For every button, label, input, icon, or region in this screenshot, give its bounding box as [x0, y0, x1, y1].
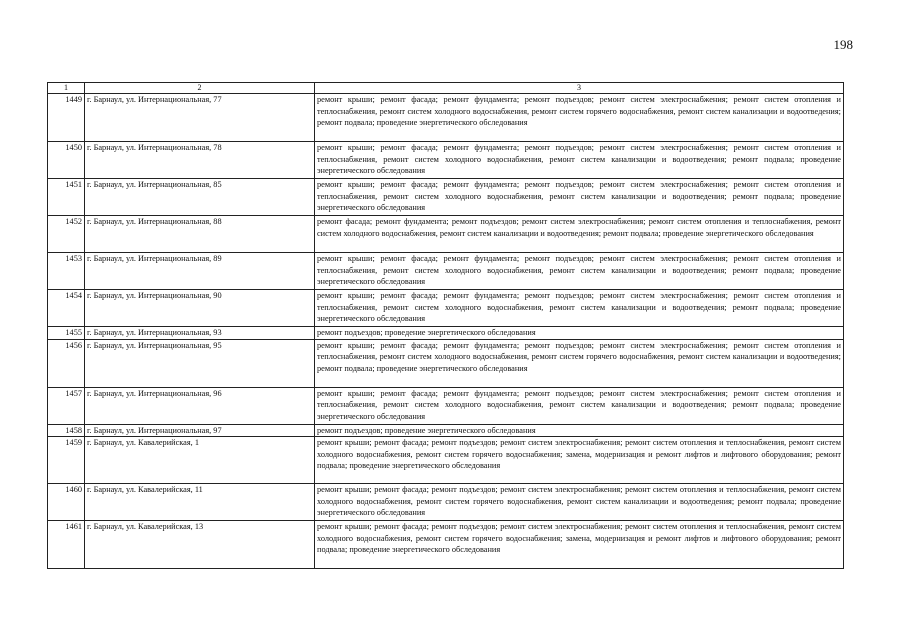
table-row — [48, 437, 844, 484]
row-number: 1458 — [48, 424, 85, 437]
row-works: ремонт крыши; ремонт фасада; ремонт фундамента; ремонт подъездов; ремонт систем электроснабжения; ремонт систем отопления и теплоснабжения, ремонт систем холодного водоснабжения, ремонт систем горячего водоснабжения, ремонт систем канализации и водоотведения; ремонт подвала; проведение энергетического обследования — [315, 339, 844, 387]
table-row — [48, 94, 844, 142]
row-number: 1460 — [48, 484, 85, 521]
column-header-address: 2 — [85, 83, 315, 94]
row-address: г. Барнаул, ул. Кавалерийская, 11 — [85, 484, 315, 521]
row-address: г. Барнаул, ул. Интернациональная, 78 — [85, 142, 315, 179]
table-row — [48, 216, 844, 253]
row-works: ремонт фасада; ремонт фундамента; ремонт подъездов; ремонт систем электроснабжения; ремонт систем отопления и теплоснабжения, ремонт систем холодного водоснабжения, ремонт систем канализации и водоотведения; ремонт подвала; проведение энергетического обследования — [315, 216, 844, 253]
row-address: г. Барнаул, ул. Интернациональная, 77 — [85, 94, 315, 142]
row-address: г. Барнаул, ул. Интернациональная, 89 — [85, 253, 315, 290]
row-works: ремонт крыши; ремонт фасада; ремонт фундамента; ремонт подъездов; ремонт систем электроснабжения; ремонт систем отопления и теплоснабжения, ремонт систем холодного водоснабжения, ремонт систем канализации и водоотведения; ремонт подвала; проведение энергетического обследования — [315, 253, 844, 290]
page-number: 198 — [833, 37, 853, 52]
row-address: г. Барнаул, ул. Кавалерийская, 1 — [85, 437, 315, 484]
row-address: г. Барнаул, ул. Кавалерийская, 13 — [85, 521, 315, 569]
table-row — [48, 387, 844, 424]
row-number: 1451 — [48, 179, 85, 216]
works-table — [47, 82, 844, 569]
row-number: 1454 — [48, 290, 85, 327]
row-address: г. Барнаул, ул. Интернациональная, 85 — [85, 179, 315, 216]
column-header-works: 3 — [315, 83, 844, 94]
row-works: ремонт крыши; ремонт фасада; ремонт фундамента; ремонт подъездов; ремонт систем электроснабжения; ремонт систем отопления и теплоснабжения, ремонт систем холодного водоснабжения, ремонт систем канализации и водоотведения; ремонт подвала; проведение энергетического обследования — [315, 290, 844, 327]
row-works: ремонт подъездов; проведение энергетического обследования — [315, 424, 844, 437]
row-works: ремонт крыши; ремонт фасада; ремонт фундамента; ремонт подъездов; ремонт систем электроснабжения; ремонт систем отопления и теплоснабжения, ремонт систем холодного водоснабжения, ремонт систем канализации и водоотведения; ремонт подвала; проведение энергетического обследования — [315, 142, 844, 179]
table-row — [48, 290, 844, 327]
table-row — [48, 179, 844, 216]
table-header-row — [48, 83, 844, 94]
row-works: ремонт крыши; ремонт фасада; ремонт фундамента; ремонт подъездов; ремонт систем электроснабжения; ремонт систем отопления и теплоснабжения, ремонт систем холодного водоснабжения, ремонт систем горячего водоснабжения, ремонт систем канализации и водоотведения; ремонт подвала; проведение энергетического обследования — [315, 94, 844, 142]
row-number: 1450 — [48, 142, 85, 179]
row-works: ремонт крыши; ремонт фасада; ремонт подъездов; ремонт систем электроснабжения; ремонт систем отопления и теплоснабжения, ремонт систем холодного водоснабжения, ремонт систем горячего водоснабжения; замена, модернизация и ремонт лифтов и лифтового оборудования; ремонт подвала; проведение энергетического обследования — [315, 437, 844, 484]
table-row — [48, 327, 844, 340]
row-address: г. Барнаул, ул. Интернациональная, 90 — [85, 290, 315, 327]
table-row — [48, 339, 844, 387]
row-number: 1452 — [48, 216, 85, 253]
column-header-number: 1 — [48, 83, 85, 94]
row-number: 1461 — [48, 521, 85, 569]
row-number: 1459 — [48, 437, 85, 484]
row-address: г. Барнаул, ул. Интернациональная, 96 — [85, 387, 315, 424]
row-works: ремонт крыши; ремонт фасада; ремонт фундамента; ремонт подъездов; ремонт систем электроснабжения; ремонт систем отопления и теплоснабжения, ремонт систем холодного водоснабжения, ремонт систем канализации и водоотведения; ремонт подвала; проведение энергетического обследования — [315, 179, 844, 216]
row-number: 1455 — [48, 327, 85, 340]
table-row — [48, 521, 844, 569]
row-works: ремонт крыши; ремонт фасада; ремонт фундамента; ремонт подъездов; ремонт систем электроснабжения; ремонт систем отопления и теплоснабжения, ремонт систем холодного водоснабжения, ремонт систем канализации и водоотведения; ремонт подвала; проведение энергетического обследования — [315, 387, 844, 424]
row-number: 1457 — [48, 387, 85, 424]
row-number: 1449 — [48, 94, 85, 142]
row-address: г. Барнаул, ул. Интернациональная, 95 — [85, 339, 315, 387]
row-number: 1453 — [48, 253, 85, 290]
row-works: ремонт крыши; ремонт фасада; ремонт подъездов; ремонт систем электроснабжения; ремонт систем отопления и теплоснабжения, ремонт систем холодного водоснабжения, ремонт систем горячего водоснабжения, ремонт систем канализации и водоотведения; ремонт подвала; проведение энергетического обследования — [315, 484, 844, 521]
row-address: г. Барнаул, ул. Интернациональная, 93 — [85, 327, 315, 340]
table-row — [48, 484, 844, 521]
row-address: г. Барнаул, ул. Интернациональная, 97 — [85, 424, 315, 437]
row-address: г. Барнаул, ул. Интернациональная, 88 — [85, 216, 315, 253]
table-row — [48, 253, 844, 290]
table-row — [48, 424, 844, 437]
row-number: 1456 — [48, 339, 85, 387]
table-row — [48, 142, 844, 179]
row-works: ремонт подъездов; проведение энергетического обследования — [315, 327, 844, 340]
row-works: ремонт крыши; ремонт фасада; ремонт подъездов; ремонт систем электроснабжения; ремонт систем отопления и теплоснабжения, ремонт систем холодного водоснабжения, ремонт систем горячего водоснабжения; замена, модернизация и ремонт лифтов и лифтового оборудования; ремонт подвала; проведение энергетического обследования — [315, 521, 844, 569]
